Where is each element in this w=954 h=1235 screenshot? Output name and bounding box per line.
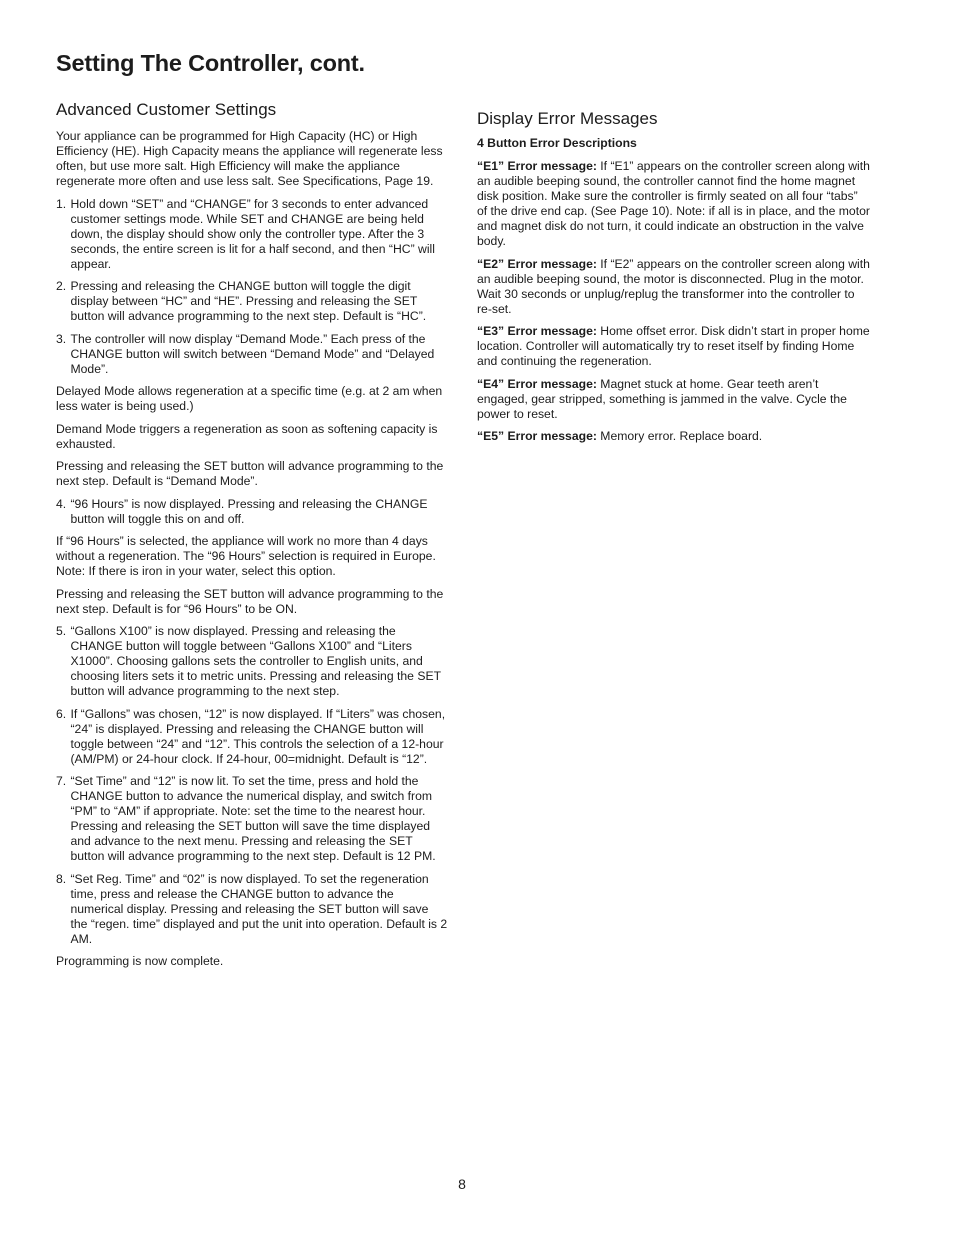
- step-number: 7.: [56, 774, 67, 788]
- steps-list-b: [56, 497, 448, 527]
- step-item: [56, 774, 448, 864]
- step-number: 5.: [56, 624, 67, 638]
- error-messages-heading: Display Error Messages: [477, 109, 658, 128]
- set-default-demand-paragraph: Pressing and releasing the SET button will advance programming to the next step. Default is “Demand Mode”.: [56, 459, 444, 488]
- error-label: “E1” Error message:: [477, 159, 597, 173]
- error-item-e5: [477, 429, 871, 444]
- error-text: If “E2” appears on the controller screen along with an audible beeping sound, the motor is disconnected. Plug in the motor. Wait 30 seconds or unplug/replug the transformer into the controller to re-set.: [477, 256, 870, 316]
- step-number: 6.: [56, 706, 67, 721]
- demand-mode-paragraph: Demand Mode triggers a regeneration as soon as softening capacity is exhausted.: [56, 421, 438, 451]
- steps-list-c: [56, 624, 448, 947]
- ninety-six-hours-paragraph: If “96 Hours” is selected, the appliance will work no more than 4 days without a regeneration. The “96 Hours” selection is required in Europe. Note: If there is iron in your water, select this option.: [56, 534, 436, 578]
- page-number: 8: [458, 1176, 466, 1192]
- programming-complete-paragraph: Programming is now complete.: [56, 954, 224, 968]
- step-item: [56, 872, 448, 947]
- error-messages-column: [477, 109, 871, 452]
- step-item: [56, 197, 448, 272]
- error-label: “E3” Error message:: [477, 324, 597, 338]
- error-item-e4: [477, 377, 871, 422]
- step-item: [56, 624, 448, 699]
- error-text: Magnet stuck at home. Gear teeth aren’t engaged, gear stripped, something is jammed in the valve. Cycle the power to reset.: [477, 376, 847, 421]
- step-text: “96 Hours” is now displayed. Pressing and releasing the CHANGE button will toggle this on and off.: [70, 496, 428, 526]
- error-item-e3: [477, 324, 871, 369]
- step-text: “Gallons X100” is now displayed. Pressing and releasing the CHANGE button will toggle between “Gallons X100” and “Liters X1000”. Choosing gallons sets the controller to English units, and choosing liters sets it to metric units. Pressing and releasing the SET button will advance programming to the next step.: [70, 624, 441, 698]
- step-number: 8.: [56, 871, 67, 886]
- error-label: “E4” Error message:: [477, 376, 597, 391]
- set-default-96-paragraph: Pressing and releasing the SET button will advance programming to the next step. Default is for “96 Hours” to be ON.: [56, 586, 444, 616]
- step-text: If “Gallons” was chosen, “12” is now displayed. If “Liters” was chosen, “24” is displayed. Pressing and releasing the CHANGE button will toggle between “24” and “12”. This controls the selection of a 12-hour (AM/PM) or 24-hour clock. If 24-hour, 00=midnight. Default is “12”.: [70, 706, 446, 766]
- delayed-mode-paragraph: Delayed Mode allows regeneration at a specific time (e.g. at 2 am when less water is being used.): [56, 384, 443, 413]
- advanced-settings-column: [56, 100, 448, 977]
- error-item-e1: [477, 159, 871, 249]
- step-text: “Set Time” and “12” is now lit. To set the time, press and hold the CHANGE button to advance the numerical display, and switch from “PM” to “AM” if appropriate. Note: set the time to the nearest hour. Pressing and releasing the SET button will save the time displayed and advance to the next menu. Pressing and releasing the SET button will advance programming to the next step. Default is 12 PM.: [70, 774, 436, 863]
- error-text: Memory error. Replace board.: [596, 429, 763, 443]
- error-text: If “E1” appears on the controller screen along with an audible beeping sound, the controller cannot find the home magnet disk position. Make sure the controller is firmly seated on all four “tabs” of the drive end cap. (See Page 10). Note: if all is in place, and the motor and magnet disk do not turn, it could indicate an obstruction in the valve body.: [477, 159, 870, 248]
- error-label: “E2” Error message:: [477, 256, 597, 271]
- error-label: “E5” Error message:: [477, 429, 597, 443]
- step-item: [56, 332, 448, 377]
- advanced-settings-heading: Advanced Customer Settings: [56, 100, 277, 119]
- step-number: 3.: [56, 331, 67, 346]
- step-number: 1.: [56, 196, 67, 211]
- step-number: 4.: [56, 496, 67, 511]
- step-item: [56, 497, 448, 527]
- steps-list-a: [56, 197, 448, 377]
- step-text: Pressing and releasing the CHANGE button will toggle the digit display between “HC” and “HE”. Pressing and releasing the SET button will advance programming to the next step. Default is “HC”.: [70, 279, 427, 323]
- error-text: Home offset error. Disk didn’t start in proper home location. Controller will automatically try to reset itself by finding Home and continuing the regeneration.: [477, 324, 870, 368]
- error-descriptions-subheading: 4 Button Error Descriptions: [477, 136, 637, 150]
- step-text: The controller will now display “Demand Mode.” Each press of the CHANGE button will switch between “Demand Mode” and “Delayed Mode”.: [70, 331, 435, 376]
- step-text: “Set Reg. Time” and “02” is now displayed. To set the regeneration time, press and release the CHANGE button to advance the numerical display. Pressing and releasing the SET button will save the “regen. time” displayed and put the unit into operation. Default is 2 AM.: [70, 871, 448, 946]
- step-number: 2.: [56, 279, 67, 293]
- step-item: [56, 707, 448, 767]
- advanced-intro: Your appliance can be programmed for High Capacity (HC) or High Efficiency (HE). High Capacity means the appliance will regenerate less often, but use more salt. High Efficiency will make the appliance regenerate more often and use less salt. See Specifications, Page 19.: [56, 129, 443, 188]
- step-text: Hold down “SET” and “CHANGE” for 3 seconds to enter advanced customer settings mode. While SET and CHANGE are being held down, the display should show only the controller type. After the 3 seconds, the entire screen is lit for a half second, and then “HC” will appear.: [70, 196, 435, 271]
- page-title: Setting The Controller, cont.: [56, 50, 365, 76]
- error-item-e2: [477, 257, 871, 317]
- step-item: [56, 279, 448, 324]
